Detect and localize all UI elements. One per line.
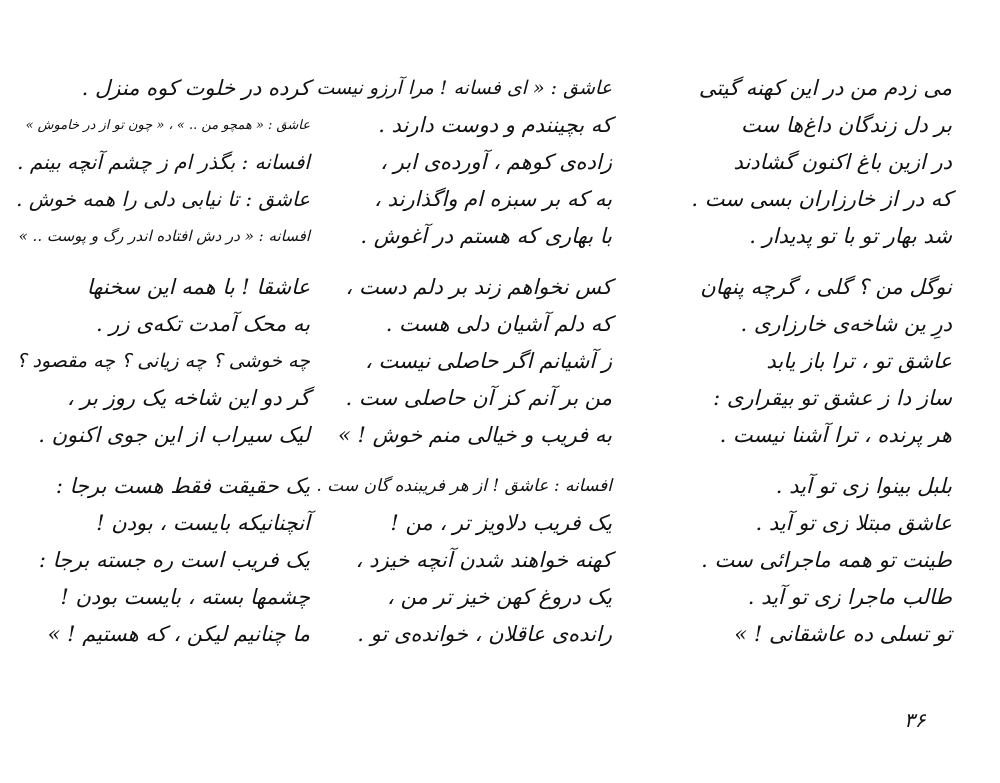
poem-line: به فریب و خیالی منم خوش ! » bbox=[338, 423, 612, 447]
poem-line: یک حقیقت فقط هست برجا : bbox=[55, 474, 310, 498]
poem-line: عاشق : « همچو من .. » ، « چون تو از در خاموش » bbox=[25, 118, 310, 133]
poem-line: بلبل بینوا زی تو آید . bbox=[775, 474, 952, 498]
poem-line: در ازین باغ اکنون گشادند bbox=[733, 150, 952, 174]
poem-line: چه خوشی ؟ چه زیانی ؟ چه مقصود ؟ bbox=[16, 350, 310, 372]
poem-line: یک فریب است ره جسته برجا : bbox=[38, 548, 310, 572]
poem-line: ز آشیانم اگر حاصلی نیست ، bbox=[365, 349, 612, 373]
poem-line: رانده‌ی عاقلان ، خوانده‌ی تو . bbox=[357, 622, 612, 646]
poem-line: طینت تو همه ماجرائی ست . bbox=[701, 548, 952, 572]
poem-line: آنچنانیکه بایست ، بودن ! bbox=[96, 511, 310, 535]
poem-line: افسانه : « در دش افتاده اندر رگ و پوست .. » bbox=[18, 227, 310, 245]
poem-line: عاشق مبتلا زی تو آید . bbox=[755, 511, 952, 535]
poem-line: چشمها بسته ، بایست بودن ! bbox=[60, 585, 310, 609]
poem-line: کس نخواهم زند بر دلم دست ، bbox=[345, 275, 612, 299]
poem-line: می زدم من در این کهنه گیتی bbox=[698, 76, 952, 100]
poem-line: ساز دا ز عشق تو بیقراری : bbox=[713, 386, 952, 410]
poem-line: عاشق : « ای فسانه ! مرا آرزو نیست bbox=[316, 77, 612, 99]
poem-line: که دلم آشیان دلی هست . bbox=[385, 312, 612, 336]
poem-line: گر دو این شاخه یک روز بر ، bbox=[67, 386, 310, 410]
poem-line: یک فریب دلاویز تر ، من ! bbox=[390, 511, 612, 535]
poem-column-left bbox=[10, 70, 310, 653]
poem-line: هر پرنده ، ترا آشنا نیست . bbox=[719, 423, 952, 447]
poem-line: افسانه : عاشق ! از هر فریبنده گان ست . bbox=[316, 476, 612, 496]
poem-line: ما چنانیم لیکن ، که هستیم ! » bbox=[47, 622, 310, 646]
poem-column-middle bbox=[312, 70, 612, 653]
poem-line: عاشق : تا نیابی دلی را همه خوش . bbox=[16, 187, 310, 211]
poem-line: کرده در خلوت کوه منزل . bbox=[81, 76, 310, 100]
poem-column-right bbox=[652, 70, 952, 653]
poem-line: به که بر سبزه ام واگذارند ، bbox=[374, 187, 612, 211]
poem-line: تو تسلی ده عاشقانی ! » bbox=[734, 622, 952, 646]
poem-line: عاشقا ! با همه این سخنها bbox=[86, 275, 310, 299]
poem-line: کهنه خواهند شدن آنچه خیزد ، bbox=[355, 548, 612, 572]
poem-line: زاده‌ی کوهم ، آورده‌ی ابر ، bbox=[380, 150, 612, 174]
poem-line: لیک سیراب از این جوی اکنون . bbox=[38, 423, 310, 447]
poem-line: یک دروغ کهن خیز تر من ، bbox=[387, 585, 612, 609]
page-number: ۳۶ bbox=[904, 708, 926, 732]
poem-line: درِ ین شاخه‌ی خارزاری . bbox=[740, 312, 952, 336]
poem-line: بر دل زندگان داغ‌ها ست bbox=[741, 113, 952, 137]
poem-line: که در از خارزاران بسی ست . bbox=[691, 187, 952, 211]
poem-line: که بچینندم و دوست دارند . bbox=[378, 113, 612, 137]
poem-line: طالب ماجرا زی تو آید . bbox=[747, 585, 952, 609]
poem-line: من بر آنم کز آن حاصلی ست . bbox=[345, 386, 612, 410]
poem-line: نوگل من ؟ گلی ، گرچه پنهان bbox=[700, 275, 952, 299]
poem-line: به محک آمدت تکه‌ی زر . bbox=[95, 312, 310, 336]
poem-line: عاشق تو ، ترا باز یابد bbox=[766, 349, 952, 373]
poem-line: با بهاری که هستم در آغوش . bbox=[360, 224, 612, 248]
poem-line: افسانه : بگذر ام ز چشم آنچه بینم . bbox=[17, 150, 310, 174]
poem-line: شد بهار تو با تو پدیدار . bbox=[749, 224, 952, 248]
